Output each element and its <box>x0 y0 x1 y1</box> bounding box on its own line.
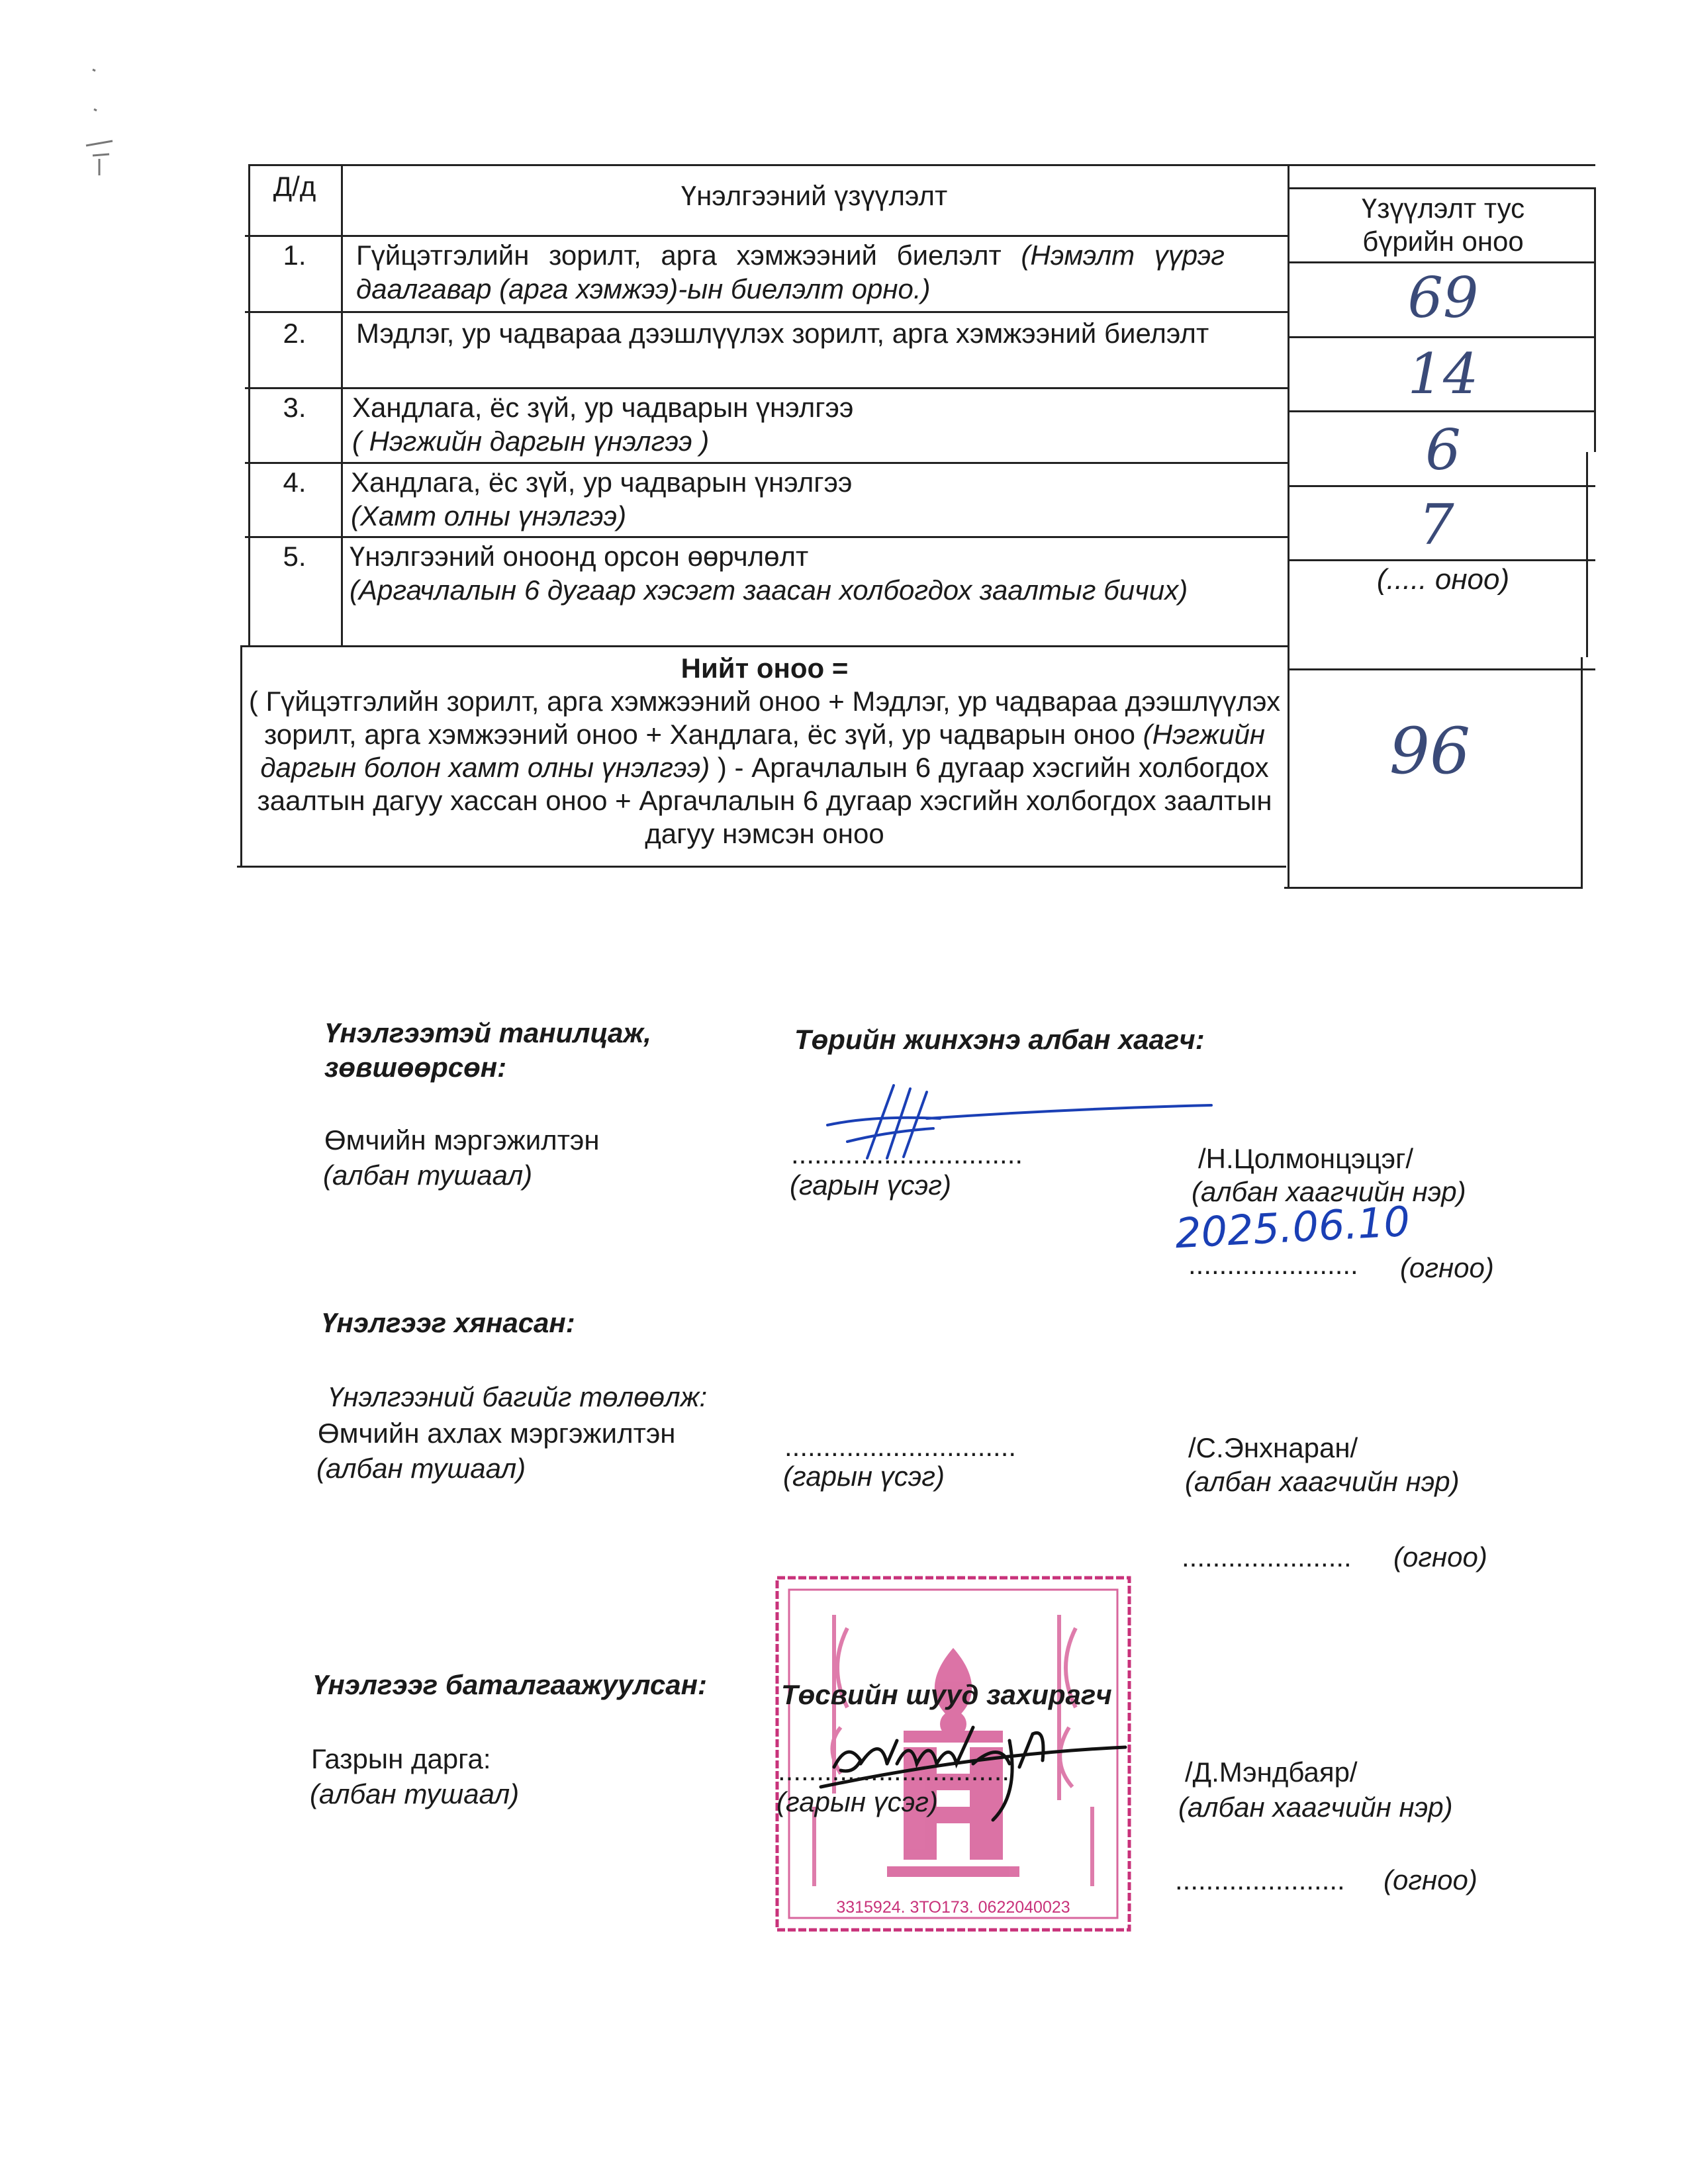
total-formula <box>245 652 1284 850</box>
reviewed-date-dots: ...................... <box>1182 1541 1352 1572</box>
approved-position-label: (албан тушаал) <box>310 1778 520 1809</box>
approved-position: Газрын дарга: <box>311 1743 491 1774</box>
header-num: Д/д <box>273 171 316 202</box>
reviewed-name-label: (албан хаагчийн нэр) <box>1185 1466 1460 1497</box>
total-title: Нийт оноо = <box>680 653 849 684</box>
approved-name-label: (албан хаагчийн нэр) <box>1178 1792 1453 1823</box>
reviewed-date-label: (огноо) <box>1393 1541 1487 1572</box>
row-1-score: 69 <box>1407 265 1479 330</box>
reviewed-signature-label: (гарын үсэг) <box>783 1461 945 1492</box>
approved-date-label: (огноо) <box>1383 1864 1477 1895</box>
scan-marks <box>79 63 119 182</box>
reviewed-signature-dots: .............................. <box>784 1431 1017 1462</box>
civil-servant-heading: Төрийн жинхэнэ албан хаагч: <box>794 1024 1205 1055</box>
reviewed-name: /С.Энхнаран/ <box>1188 1432 1358 1463</box>
row-5-num: 5. <box>283 541 306 572</box>
approved-date-dots: ...................... <box>1175 1864 1345 1895</box>
budget-manager-heading: Төсвийн шууд захирагч <box>781 1679 1112 1710</box>
row-2-num: 2. <box>283 318 306 349</box>
row-4-num: 4. <box>283 467 306 498</box>
acknowledged-date-label: (огноо) <box>1400 1252 1494 1283</box>
acknowledged-name-label: (албан хаагчийн нэр) <box>1192 1176 1466 1207</box>
total-score: 96 <box>1389 714 1471 788</box>
reviewed-team: Үнэлгээний багийг төлөөлж: <box>328 1381 708 1412</box>
reviewed-position: Өмчийн ахлах мэргэжилтэн <box>318 1418 676 1449</box>
row-3-num: 3. <box>283 392 306 423</box>
row-1-num: 1. <box>283 240 306 271</box>
acknowledged-position-label: (албан тушаал) <box>323 1160 533 1191</box>
header-score: Үзүүлэлт тус бүрийн оноо <box>1361 193 1525 257</box>
approved-signature-label: (гарын үсэг) <box>776 1786 938 1817</box>
total-formula-text: ( Гүйцэтгэлийн зорилт, арга хэмжээний оноо + Мэдлэг, ур чадвараа дээшлүүлэх зорилт, арга хэмжээний оноо + Хандлага, ёс зүй, ур чадварын оноо (Нэгжийн даргын болон хамт олны үнэлгээ) ) - Аргачлалын 6 дугаар хэсгийн холбогдох заалтын дагуу хассан оноо + Аргачлалын 6 дугаар хэсгийн холбогдох заалтын дагуу нэмсэн оноо <box>248 686 1281 849</box>
row-1-text: Гүйцэтгэлийн зорилт, арга хэмжээний биелэлт (Нэмэлт үүрэг даалгавар (арга хэмжээ)-ын биелэлт орно.) <box>356 240 1225 304</box>
row-5-score: (..... оноо) <box>1376 563 1510 596</box>
row-2-score: 14 <box>1407 341 1479 406</box>
acknowledged-date-handwritten: 2025.06.10 <box>1174 1197 1411 1258</box>
approved-heading: Үнэлгээг баталгаажуулсан: <box>312 1669 707 1700</box>
seal-number: 3315924. 3ТО173. 0622040023 <box>836 1898 1070 1917</box>
reviewed-heading: Үнэлгээг хянасан: <box>321 1307 575 1338</box>
acknowledged-date-dots: ...................... <box>1188 1249 1358 1280</box>
row-5-text: Үнэлгээний оноонд орсон өөрчлөлт (Аргачлалын 6 дугаар хэсэгт заасан холбогдох заалтыг бичих) <box>350 541 1188 606</box>
row-4-text: Хандлага, ёс зүй, ур чадварын үнэлгээ (Хамт олны үнэлгээ) <box>351 467 853 531</box>
acknowledged-name: /Н.Цолмонцэцэг/ <box>1198 1143 1414 1174</box>
reviewed-position-label: (албан тушаал) <box>316 1453 526 1484</box>
approved-signature-dots: .............................. <box>778 1755 1010 1786</box>
header-criterion: Үнэлгээний үзүүлэлт <box>680 180 948 211</box>
row-4-score: 7 <box>1419 492 1454 557</box>
approved-name: /Д.Мэндбаяр/ <box>1185 1756 1358 1788</box>
acknowledged-heading: Үнэлгээтэй танилцаж, зөвшөөрсөн: <box>324 1017 651 1083</box>
row-3-text: Хандлага, ёс зүй, ур чадварын үнэлгээ ( Нэгжийн даргын үнэлгээ ) <box>352 392 854 457</box>
row-3-score: 6 <box>1425 418 1461 482</box>
acknowledged-position: Өмчийн мэргэжилтэн <box>324 1124 600 1156</box>
acknowledged-signature-dots: .............................. <box>791 1138 1023 1169</box>
acknowledged-signature-label: (гарын үсэг) <box>790 1169 951 1201</box>
row-2-text: Мэдлэг, ур чадвараа дээшлүүлэх зорилт, арга хэмжээний биелэлт <box>356 318 1209 349</box>
